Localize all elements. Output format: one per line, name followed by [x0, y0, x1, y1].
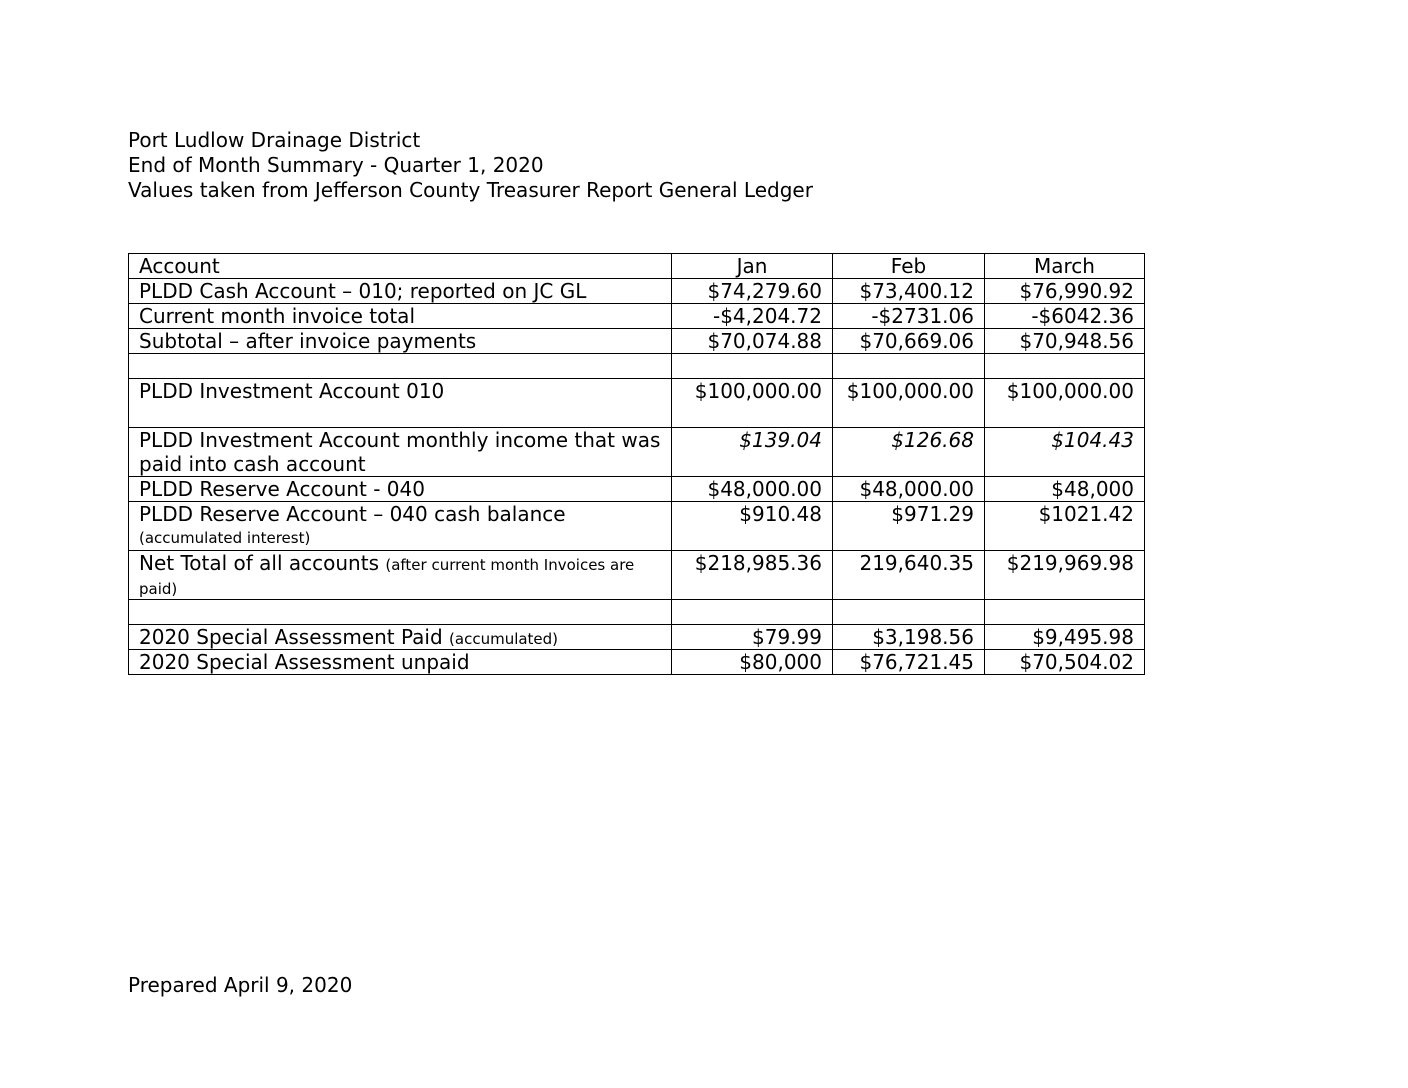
row-note: (accumulated interest) [139, 529, 311, 547]
table-row [129, 477, 1145, 502]
district-name: Port Ludlow Drainage District [128, 128, 421, 152]
table-row [129, 551, 1145, 600]
report-title: End of Month Summary - Quarter 1, 2020 [128, 153, 544, 177]
cell-feb: $70,669.06 [833, 329, 985, 354]
row-note: (accumulated) [449, 630, 559, 648]
cell-feb: 219,640.35 [833, 551, 985, 600]
row-label: Subtotal – after invoice payments [129, 329, 672, 354]
cell-feb: -$2731.06 [833, 304, 985, 329]
cell-jan: $218,985.36 [672, 551, 833, 600]
row-label: PLDD Reserve Account - 040 [129, 477, 672, 502]
cell-march: $76,990.92 [985, 279, 1145, 304]
cell-feb: $76,721.45 [833, 650, 985, 675]
column-header-march: March [985, 254, 1145, 279]
cell-feb: $48,000.00 [833, 477, 985, 502]
cell-jan: $48,000.00 [672, 477, 833, 502]
cell-march: $1021.42 [985, 502, 1145, 551]
column-header-account: Account [129, 254, 672, 279]
cell-march: $9,495.98 [985, 625, 1145, 650]
row-label: 2020 Special Assessment unpaid [129, 650, 672, 675]
table-header-row [129, 254, 1145, 279]
table-row [129, 625, 1145, 650]
cell-feb: $971.29 [833, 502, 985, 551]
row-label: Current month invoice total [129, 304, 672, 329]
column-header-jan: Jan [672, 254, 833, 279]
cell-feb: $126.68 [833, 428, 985, 477]
cell-march: $70,504.02 [985, 650, 1145, 675]
cell-jan: $70,074.88 [672, 329, 833, 354]
row-label: Net Total of all accounts [139, 551, 379, 575]
row-label: PLDD Investment Account monthly income that was paid into cash account [129, 428, 672, 477]
cell-march: $48,000 [985, 477, 1145, 502]
row-label-cell [129, 551, 672, 600]
table-row [129, 329, 1145, 354]
cell-jan: -$4,204.72 [672, 304, 833, 329]
row-note: (after current month Invoices are paid) [139, 556, 635, 598]
prepared-date: Prepared April 9, 2020 [128, 973, 353, 997]
account-summary-table [128, 253, 1145, 675]
table-row [129, 502, 1145, 551]
table-row [129, 279, 1145, 304]
cell-feb [833, 600, 985, 625]
cell-jan: $80,000 [672, 650, 833, 675]
row-label-cell [129, 502, 672, 551]
row-label [129, 600, 672, 625]
cell-march [985, 600, 1145, 625]
row-label: PLDD Reserve Account – 040 cash balance [139, 502, 566, 526]
table-row [129, 650, 1145, 675]
table-row [129, 428, 1145, 477]
cell-feb [833, 354, 985, 379]
cell-feb: $3,198.56 [833, 625, 985, 650]
report-source: Values taken from Jefferson County Treasurer Report General Ledger [128, 178, 813, 202]
cell-march: -$6042.36 [985, 304, 1145, 329]
cell-march: $219,969.98 [985, 551, 1145, 600]
cell-march: $70,948.56 [985, 329, 1145, 354]
cell-jan: $79.99 [672, 625, 833, 650]
column-header-feb: Feb [833, 254, 985, 279]
cell-jan: $139.04 [672, 428, 833, 477]
row-label-cell [129, 625, 672, 650]
row-label: PLDD Investment Account 010 [129, 379, 672, 428]
blank-row [129, 600, 1145, 625]
cell-march: $104.43 [985, 428, 1145, 477]
cell-march: $100,000.00 [985, 379, 1145, 428]
blank-row [129, 354, 1145, 379]
cell-feb: $100,000.00 [833, 379, 985, 428]
row-label [129, 354, 672, 379]
table-row [129, 304, 1145, 329]
cell-jan: $74,279.60 [672, 279, 833, 304]
cell-jan [672, 354, 833, 379]
row-label: 2020 Special Assessment Paid [139, 625, 443, 649]
document-header [128, 128, 813, 203]
row-label: PLDD Cash Account – 010; reported on JC GL [129, 279, 672, 304]
cell-feb: $73,400.12 [833, 279, 985, 304]
cell-jan: $100,000.00 [672, 379, 833, 428]
table-row [129, 379, 1145, 428]
cell-jan: $910.48 [672, 502, 833, 551]
cell-march [985, 354, 1145, 379]
cell-jan [672, 600, 833, 625]
